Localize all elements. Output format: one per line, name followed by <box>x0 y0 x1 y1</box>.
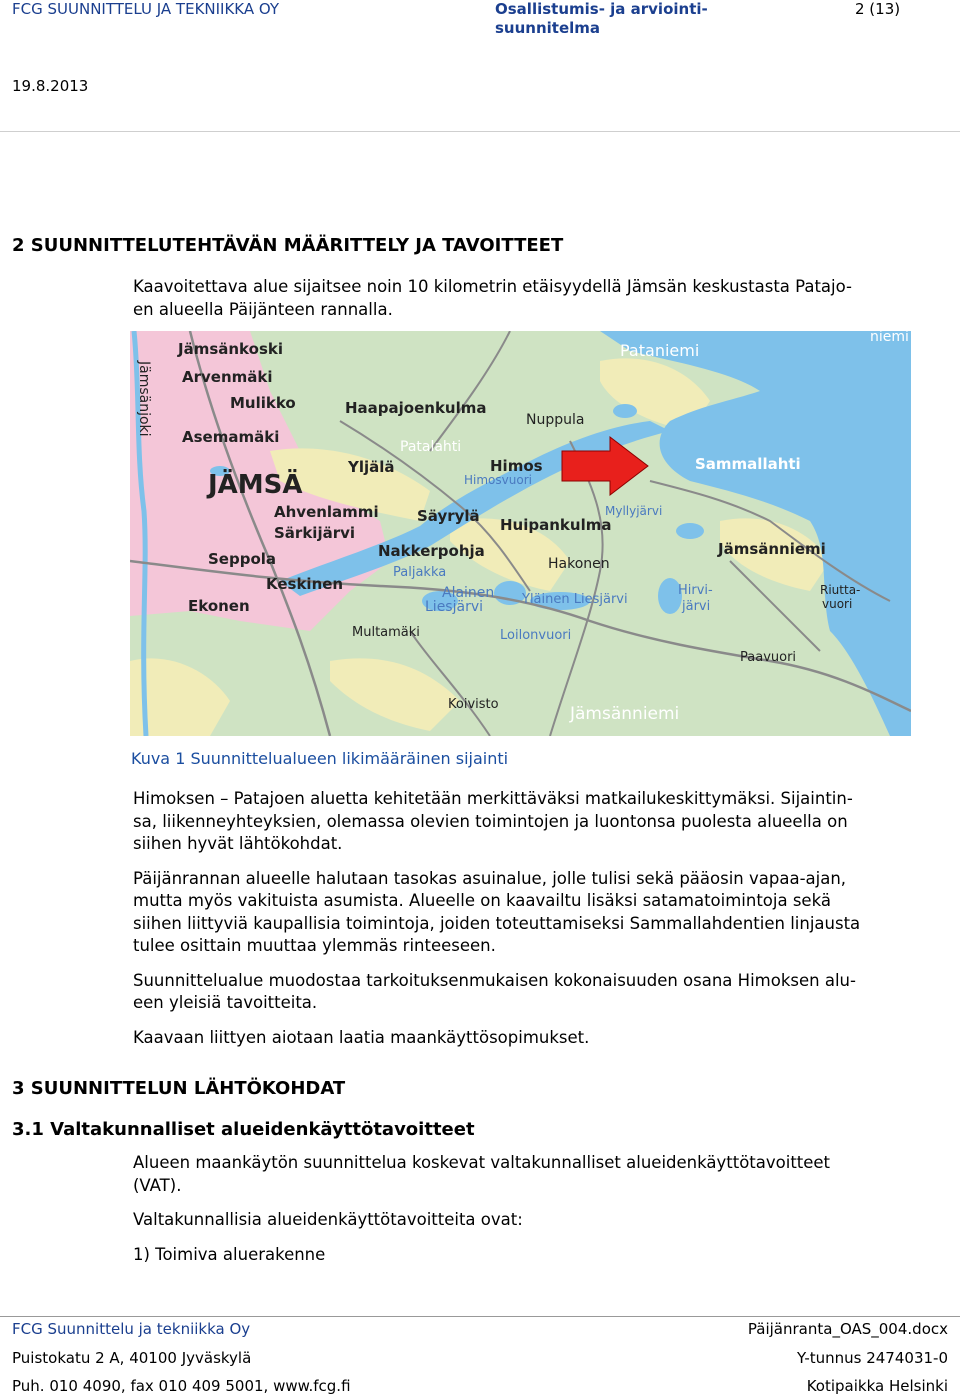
map-label: Riutta- <box>820 583 861 597</box>
map-label: Keskinen <box>266 575 344 593</box>
map-label: Patalahti <box>400 439 462 455</box>
section-2-heading: 2 SUUNNITTELUTEHTÄVÄN MÄÄRITTELY JA TAVOITTEET <box>12 235 564 256</box>
map-label: Säyrylä <box>417 507 480 525</box>
header-company: FCG SUUNNITTELU JA TEKNIIKKA OY <box>12 0 280 18</box>
footer-contact: Puh. 010 4090, fax 010 409 5001, www.fcg.fi <box>12 1377 351 1395</box>
map-label: Ahvenlammi <box>274 503 379 521</box>
paragraph <box>133 1152 953 1197</box>
map-label: Jämsänkoski <box>178 340 283 358</box>
map-label: Hirvi- <box>678 583 713 598</box>
paragraph-line: mutta myös vakituista asumista. Alueelle on kaavailtu lisäksi satamatoimintoja sekä <box>133 891 831 910</box>
map-label: Särkijärvi <box>274 524 356 542</box>
list-item: 1) Toimiva aluerakenne <box>133 1244 326 1264</box>
map-label: Paavuori <box>740 650 797 665</box>
header-doc-type-line2: suunnitelma <box>495 19 601 37</box>
footer-business-id: Y-tunnus 2474031-0 <box>796 1349 948 1367</box>
map-small-lake <box>613 404 637 418</box>
footer-filename: Päijänranta_OAS_004.docx <box>747 1320 948 1338</box>
paragraph-line: Himoksen – Patajoen aluetta kehitetään merkittäväksi matkailukeskittymäksi. Sijaintin- <box>133 789 853 808</box>
map-label: Alainen <box>442 585 495 601</box>
map-label: Nakkerpohja <box>378 542 485 560</box>
body-paragraphs <box>133 788 953 1061</box>
paragraph <box>133 970 953 1015</box>
map-label: Himos <box>490 457 543 475</box>
map-label: Pataniemi <box>620 341 700 360</box>
footer-divider <box>0 1316 960 1317</box>
map-label: Liesjärvi <box>425 599 483 615</box>
map-label: Huipankulma <box>500 516 612 534</box>
footer-domicile: Kotipaikka Helsinki <box>806 1377 948 1395</box>
map-label: Paljakka <box>393 565 447 580</box>
map-label: Multamäki <box>352 625 420 640</box>
map-label: vuori <box>822 597 853 611</box>
section-3-1-heading: 3.1 Valtakunnalliset alueidenkäyttötavoitteet <box>12 1119 475 1140</box>
map-label: Yläinen Liesjärvi <box>522 592 628 607</box>
paragraph-line: Kaavaan liittyen aiotaan laatia maankäyttösopimukset. <box>133 1027 590 1047</box>
intro-line-1: Kaavoitettava alue sijaitsee noin 10 kilometrin etäisyydellä Jämsän keskustasta Patajo- <box>133 277 852 296</box>
paragraph-line: tulee osittain muuttaa ylemmäs rinteeseen. <box>133 936 496 955</box>
figure-caption: Kuva 1 Suunnittelualueen likimääräinen sijainti <box>131 749 509 768</box>
map-label: Seppola <box>208 550 277 568</box>
intro-line-2: en alueella Päijänteen rannalla. <box>133 299 393 319</box>
paragraph-line: Suunnittelualue muodostaa tarkoituksenmukaisen kokonaisuuden osana Himoksen alu- <box>133 970 856 990</box>
paragraph: Valtakunnallisia alueidenkäyttötavoitteita ovat: <box>133 1210 523 1229</box>
section-2-intro <box>133 276 953 321</box>
map-label: Jämsänjoki <box>136 361 152 437</box>
location-map-graphic <box>130 331 911 736</box>
map-label: Ekonen <box>188 597 250 615</box>
map-label: niemi <box>870 331 909 345</box>
map-label: Arvenmäki <box>182 368 273 386</box>
map-label: Asemamäki <box>182 428 280 446</box>
map-label: Hakonen <box>548 556 610 572</box>
location-map <box>130 331 911 736</box>
footer-address: Puistokatu 2 A, 40100 Jyväskylä <box>12 1349 252 1367</box>
header-doc-type-line1: Osallistumis- ja arviointi- <box>495 0 708 18</box>
paragraph-line: siihen hyvät lähtökohdat. <box>133 834 343 853</box>
map-label: Sammallahti <box>695 455 801 473</box>
map-label: Yljälä <box>348 458 395 476</box>
map-label: Himosvuori <box>464 473 532 487</box>
section-3-1-body <box>133 1152 953 1278</box>
map-label: Koivisto <box>448 697 499 712</box>
paragraph <box>133 868 953 958</box>
map-label: Mulikko <box>230 394 296 412</box>
map-label: Loilonvuori <box>500 628 572 643</box>
paragraph-line: siihen liittyviä kaupallisia toimintoja, joiden toteuttamiseksi Sammallahdentien linjausta <box>133 913 861 933</box>
header-date: 19.8.2013 <box>12 77 89 95</box>
paragraph-line: Alueen maankäytön suunnittelua koskevat valtakunnalliset alueidenkäyttötavoitteet <box>133 1153 831 1172</box>
map-label: Nuppula <box>526 412 585 428</box>
header-divider <box>0 131 960 132</box>
paragraph-line: Päijänrannan alueelle halutaan tasokas asuinalue, jolle tulisi sekä pääosin vapaa-ajan, <box>133 868 847 888</box>
map-label: järvi <box>682 599 711 614</box>
map-label: Myllyjärvi <box>605 504 663 518</box>
paragraph-line: een yleisiä tavoitteita. <box>133 993 318 1012</box>
paragraph <box>133 1027 953 1050</box>
paragraph-line: (VAT). <box>133 1175 182 1195</box>
paragraph <box>133 788 953 856</box>
map-small-lake <box>676 523 704 539</box>
map-label: JÄMSÄ <box>208 470 303 500</box>
footer-company: FCG Suunnittelu ja tekniikka Oy <box>12 1320 251 1338</box>
map-label: Haapajoenkulma <box>345 399 487 417</box>
header-page-number: 2 (13) <box>855 0 901 18</box>
section-3-heading: 3 SUUNNITTELUN LÄHTÖKOHDAT <box>12 1078 346 1099</box>
map-label: Jämsänniemi <box>718 540 826 558</box>
map-label: Jämsänniemi <box>570 704 680 724</box>
paragraph-line: sa, liikenneyhteyksien, olemassa olevien toimintojen ja luontonsa puolesta alueella on <box>133 811 848 831</box>
